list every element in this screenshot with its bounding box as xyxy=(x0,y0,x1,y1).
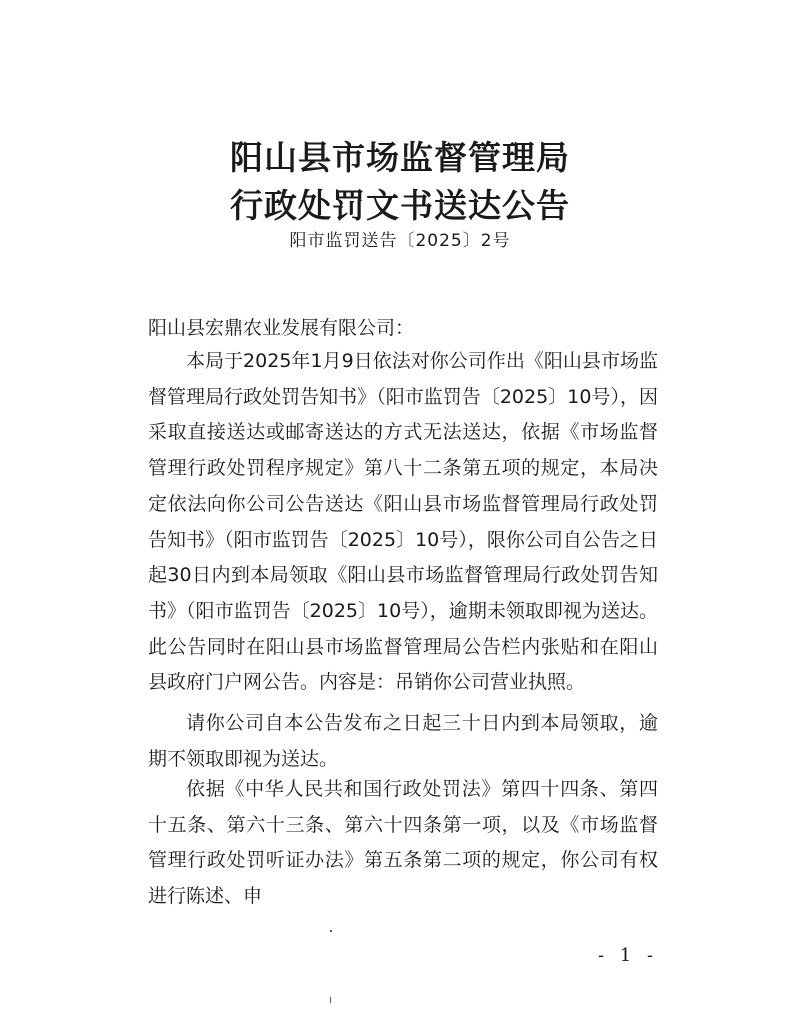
body-paragraph-3: 依据《中华人民共和国行政处罚法》第四十四条、第四十五条、第六十三条、第六十四条第一项，以及《市场监督管理行政处罚听证办法》第五条第二项的规定，你公司有权进行陈述、申 xyxy=(148,778,658,908)
scan-speck xyxy=(330,997,331,1003)
page-number: - 1 - xyxy=(598,945,659,966)
body-paragraph-1: 本局于2025年1月9日依法对你公司作出《阳山县市场监督管理局行政处罚告知书》（阳市监罚告〔2025〕10号），因采取直接送达或邮寄送达的方式无法送达，依据《市场监督管理行政处罚程序规定》第八十二条第五项的规定，本局决定依法向你公司公告送达《阳山县市场监督管理局行政处罚告知书》（阳市监罚告〔2025〕10号），限你公司自公告之日起30日内到本局领取《阳山县市场监督管理局行政处罚告知书》（阳市监罚告〔2025〕10号），逾期未领取即视为送达。此公告同时在阳山县市场监督管理局公告栏内张贴和在阳山县政府门户网公告。内容是：吊销你公司营业执照。 xyxy=(148,350,658,694)
addressee: 阳山县宏鼎农业发展有限公司： xyxy=(148,317,415,339)
document-number: 阳市监罚送告〔2025〕2号 xyxy=(289,231,511,251)
document-title-line1: 阳山县市场监督管理局 xyxy=(230,138,570,177)
body-paragraph-2: 请你公司自本公告发布之日起三十日内到本局领取，逾期不领取即视为送达。 xyxy=(148,712,658,770)
document-title-line2: 行政处罚文书送达公告 xyxy=(230,186,570,225)
scan-speck xyxy=(330,930,332,932)
